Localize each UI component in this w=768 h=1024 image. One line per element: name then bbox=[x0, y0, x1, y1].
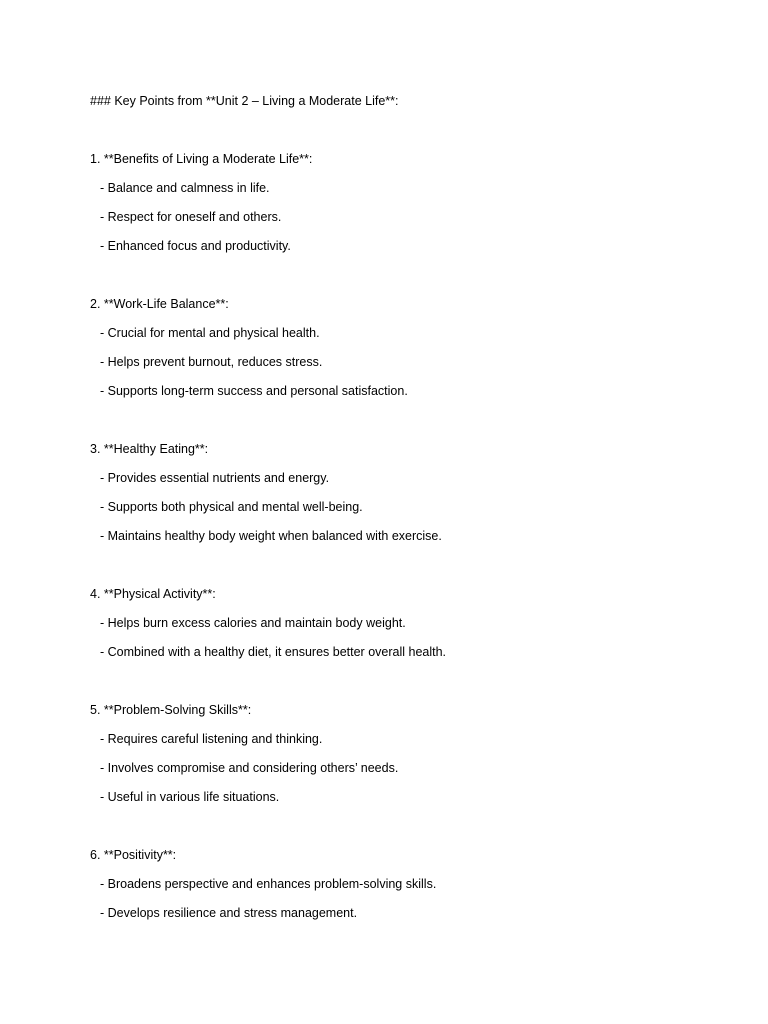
section-problem-solving bbox=[90, 702, 730, 805]
bullet-item: - Respect for oneself and others. bbox=[100, 210, 282, 224]
bullet-item: - Helps prevent burnout, reduces stress. bbox=[100, 355, 323, 369]
section-benefits bbox=[90, 151, 730, 254]
bullet-item: - Combined with a healthy diet, it ensures better overall health. bbox=[100, 645, 447, 659]
document-body bbox=[90, 93, 730, 963]
section-heading: 1. **Benefits of Living a Moderate Life**: bbox=[90, 152, 313, 166]
bullet-item: - Crucial for mental and physical health. bbox=[100, 326, 320, 340]
document-title: ### Key Points from **Unit 2 – Living a Moderate Life**: bbox=[90, 94, 399, 108]
bullet-item: - Maintains healthy body weight when balanced with exercise. bbox=[100, 529, 442, 543]
section-work-life-balance bbox=[90, 296, 730, 399]
bullet-item: - Enhanced focus and productivity. bbox=[100, 239, 291, 253]
section-positivity bbox=[90, 847, 730, 921]
section-physical-activity bbox=[90, 586, 730, 660]
bullet-item: - Develops resilience and stress management. bbox=[100, 906, 358, 920]
bullet-item: - Supports long-term success and personal satisfaction. bbox=[100, 384, 408, 398]
bullet-item: - Provides essential nutrients and energy. bbox=[100, 471, 330, 485]
bullet-item: - Balance and calmness in life. bbox=[100, 181, 270, 195]
section-heading: 2. **Work-Life Balance**: bbox=[90, 297, 229, 311]
section-heading: 6. **Positivity**: bbox=[90, 848, 177, 862]
section-heading: 5. **Problem-Solving Skills**: bbox=[90, 703, 252, 717]
bullet-item: - Helps burn excess calories and maintain body weight. bbox=[100, 616, 406, 630]
section-heading: 4. **Physical Activity**: bbox=[90, 587, 216, 601]
bullet-item: - Requires careful listening and thinking. bbox=[100, 732, 323, 746]
bullet-item: - Broadens perspective and enhances problem-solving skills. bbox=[100, 877, 437, 891]
bullet-item: - Useful in various life situations. bbox=[100, 790, 280, 804]
bullet-item: - Supports both physical and mental well-being. bbox=[100, 500, 363, 514]
section-heading: 3. **Healthy Eating**: bbox=[90, 442, 209, 456]
section-healthy-eating bbox=[90, 441, 730, 544]
bullet-item: - Involves compromise and considering others’ needs. bbox=[100, 761, 399, 775]
